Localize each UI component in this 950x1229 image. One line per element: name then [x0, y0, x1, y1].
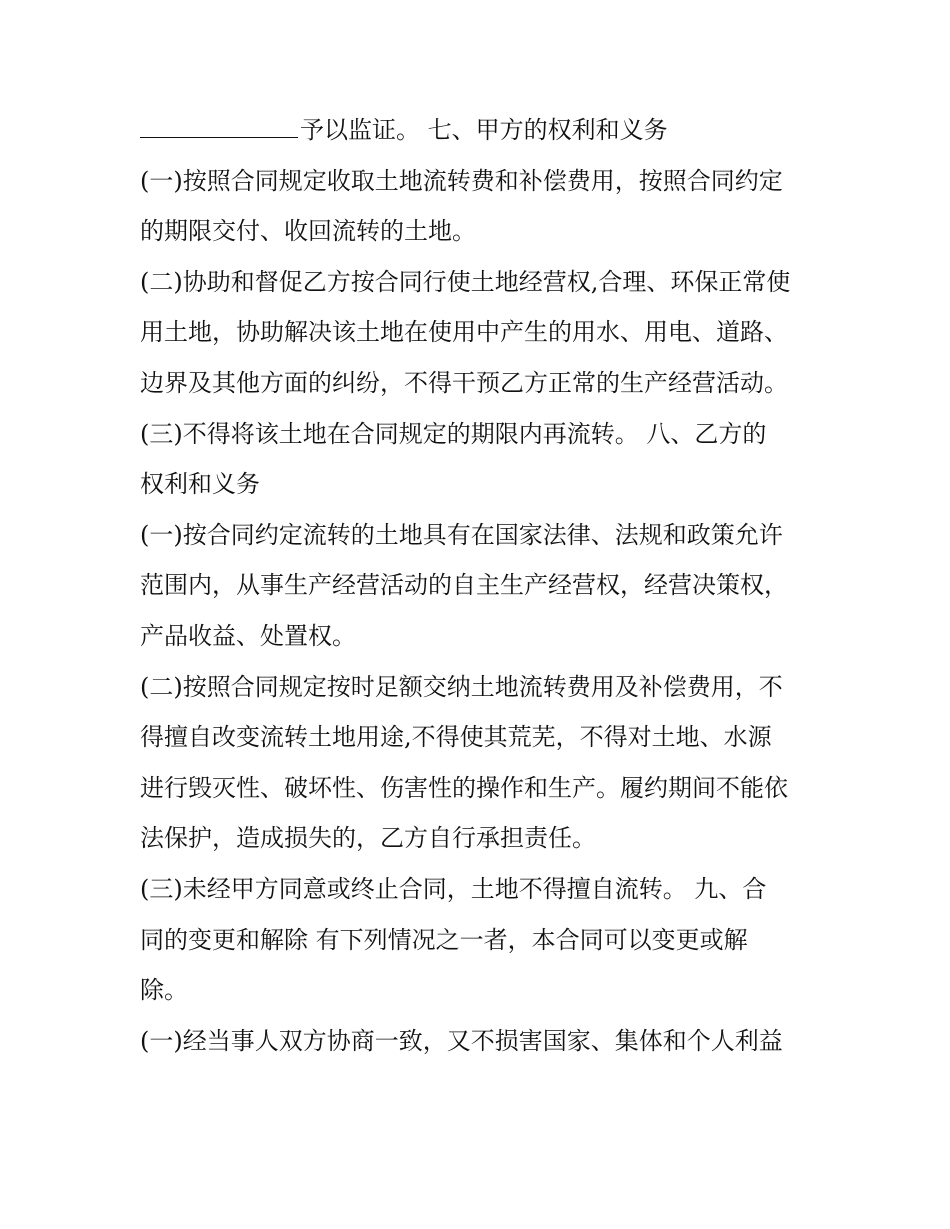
document-body — [140, 108, 820, 1069]
text-line: (三)未经甲方同意或终止合同，土地不得擅自流转。 九、合 — [140, 874, 767, 903]
text-line: 进行毁灭性、破坏性、伤害性的操作和生产。履约期间不能依 — [140, 773, 788, 802]
text-line: 用土地，协助解决该土地在使用中产生的用水、用电、道路、 — [140, 318, 788, 347]
text-line: (一)经当事人双方协商一致，又不损害国家、集体和个人利益 — [140, 1026, 783, 1055]
text-line: 法保护，造成损失的，乙方自行承担责任。 — [140, 824, 596, 853]
text-line: (三)不得将该土地在合同规定的期限内再流转。 八、乙方的 — [140, 419, 767, 448]
text-line: 除。 — [140, 976, 188, 1005]
text-line: 范围内，从事生产经营活动的自主生产经营权，经营决策权， — [140, 571, 788, 600]
fill-in-blank — [140, 111, 298, 138]
text-line: (一)按合同约定流转的土地具有在国家法律、法规和政策允许 — [140, 520, 783, 549]
text-line: (二)按照合同规定按时足额交纳土地流转费用及补偿费用，不 — [140, 672, 783, 701]
text-line: 边界及其他方面的纠纷，不得干预乙方正常的生产经营活动。 — [140, 368, 788, 397]
text-line: (一)按照合同规定收取土地流转费和补偿费用，按照合同约定 — [140, 166, 783, 195]
text-line: 得擅自改变流转土地用途,不得使其荒芜，不得对土地、水源 — [140, 723, 772, 752]
text-line: 的期限交付、收回流转的土地。 — [140, 217, 476, 246]
text-line: 产品收益、处置权。 — [140, 621, 356, 650]
text-line: 权利和义务 — [140, 470, 260, 499]
text-line: 同的变更和解除 有下列情况之一者，本合同可以变更或解 — [140, 925, 748, 954]
text-line: (二)协助和督促乙方按合同行使土地经营权,合理、环保正常使 — [140, 267, 791, 296]
text-line-first — [140, 108, 820, 159]
text-line-first-tail: 予以监证。 七、甲方的权利和义务 — [300, 116, 668, 144]
